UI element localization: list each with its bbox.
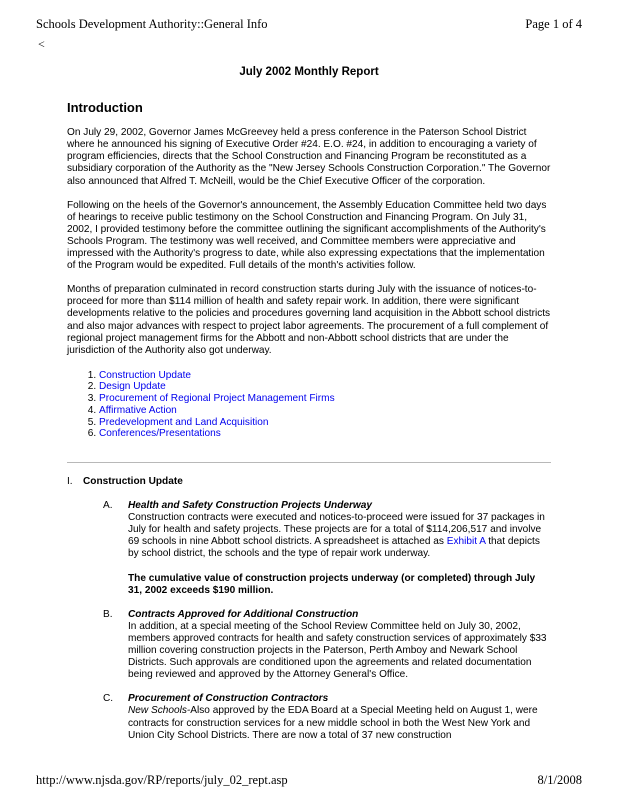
- toc-link-conferences[interactable]: Conferences/Presentations: [99, 428, 221, 440]
- section-numeral: I.: [67, 476, 73, 487]
- subsection-b: [103, 609, 551, 682]
- subsection-heading: Procurement of Construction Contractors: [128, 693, 329, 705]
- report-title: July 2002 Monthly Report: [239, 66, 379, 78]
- toc-item: [99, 370, 551, 382]
- toc-item: [99, 381, 551, 393]
- site-title: Schools Development Authority::General Info: [36, 17, 268, 31]
- toc-link-construction-update[interactable]: Construction Update: [99, 369, 192, 381]
- subsection-text: In addition, at a special meeting of the School Review Committee held on July 30, 2002, members approved contracts for health and safety construction services of approximately $33 million covering construction projects in the Paterson, Perth Amboy and Newark School Districts. Such approvals are conditioned upon the agreements and related documentation being reviewed and approved by the Attorney General's Office.: [128, 620, 547, 681]
- report-content: [67, 66, 551, 742]
- toc-link-predevelopment[interactable]: Predevelopment and Land Acquisition: [99, 416, 269, 428]
- subsection-text: Construction contracts were executed and notices-to-proceed were issued for 37 packages in July for health and safety projects. These projects are for a total of $114,206,517 and involve 69 schools in nine Abbott school districts. A spreadsheet is attached as Exhibit A that depicts by school district, the schools and the type of repair work underway.: [128, 512, 545, 560]
- toc-link-procurement[interactable]: Procurement of Regional Project Management Firms: [99, 393, 335, 405]
- subsection-c: [103, 693, 551, 741]
- page-url: http://www.njsda.gov/RP/reports/july_02_rept.asp: [36, 773, 288, 787]
- subsection-a: [103, 500, 551, 597]
- subsection-letter: A.: [103, 500, 113, 512]
- intro-heading: Introduction: [67, 100, 143, 116]
- subsection-heading: Contracts Approved for Additional Construction: [128, 608, 359, 620]
- toc-link-design-update[interactable]: Design Update: [99, 381, 166, 393]
- intro-paragraph: Months of preparation culminated in record construction starts during July with the issuance of notices-to-proceed for more than $114 million of health and safety repair work. In addition, there were significant developments relative to the policies and procedures governing land acquisition in the Abbott school districts and also major advances with respect to project labor agreements. The procurement of a full complement of regional project management firms for the Abbott and non-Abbott school districts that are under the jurisdiction of the Authority also got underway.: [67, 284, 551, 356]
- toc-item: [99, 428, 551, 440]
- cumulative-value-note: The cumulative value of construction projects underway (or completed) through July 31, 2002 exceeds $190 million.: [128, 572, 536, 596]
- intro-paragraph: Following on the heels of the Governor's announcement, the Assembly Education Committee held two days of hearings to receive public testimony on the School Construction and Financing Program. On July 31, 2002, I provided testimony before the committee outlining the significant accomplishments of the Authority's Schools Program. The testimony was well received, and Committee members were appreciative and impressed with the Authority's progress to date, while also expressing expectations that the implementation of the Program would be expedited. Full details of the month's activities follow.: [67, 199, 547, 272]
- print-date: 8/1/2008: [537, 773, 582, 787]
- subsection-letter: B.: [103, 608, 113, 620]
- subsection-text: New Schools-Also approved by the EDA Board at a Special Meeting held on August 1, were contracts for construction services for a new middle school in both the West New York and Union City School Districts. There are now a total of 37 new construction: [128, 705, 538, 741]
- toc-item: [99, 417, 551, 429]
- back-link[interactable]: <: [38, 37, 45, 51]
- table-of-contents: [67, 370, 551, 440]
- page-indicator: Page 1 of 4: [525, 17, 582, 31]
- subsection-heading: Health and Safety Construction Projects Underway: [128, 500, 372, 512]
- intro-paragraph: On July 29, 2002, Governor James McGreevey held a press conference in the Paterson School District where he announced his signing of Executive Order #24. E.O. #24, in addition to encouraging a variety of program efficiencies, directs that the School Construction and Financing Program be reconstituted as a subsidiary corporation of the Authority as the "New Jersey Schools Construction Corporation." The Governor also announced that Alfred T. McNeill, would be the Chief Executive Officer of the corporation.: [67, 127, 551, 187]
- toc-item: [99, 405, 551, 417]
- toc-item: [99, 393, 551, 405]
- section-divider: [67, 462, 551, 463]
- toc-link-affirmative-action[interactable]: Affirmative Action: [99, 404, 177, 416]
- exhibit-a-link[interactable]: Exhibit A: [446, 536, 486, 548]
- section-heading: [67, 476, 551, 488]
- subsection-letter: C.: [103, 693, 114, 705]
- section-label: Construction Update: [83, 476, 183, 487]
